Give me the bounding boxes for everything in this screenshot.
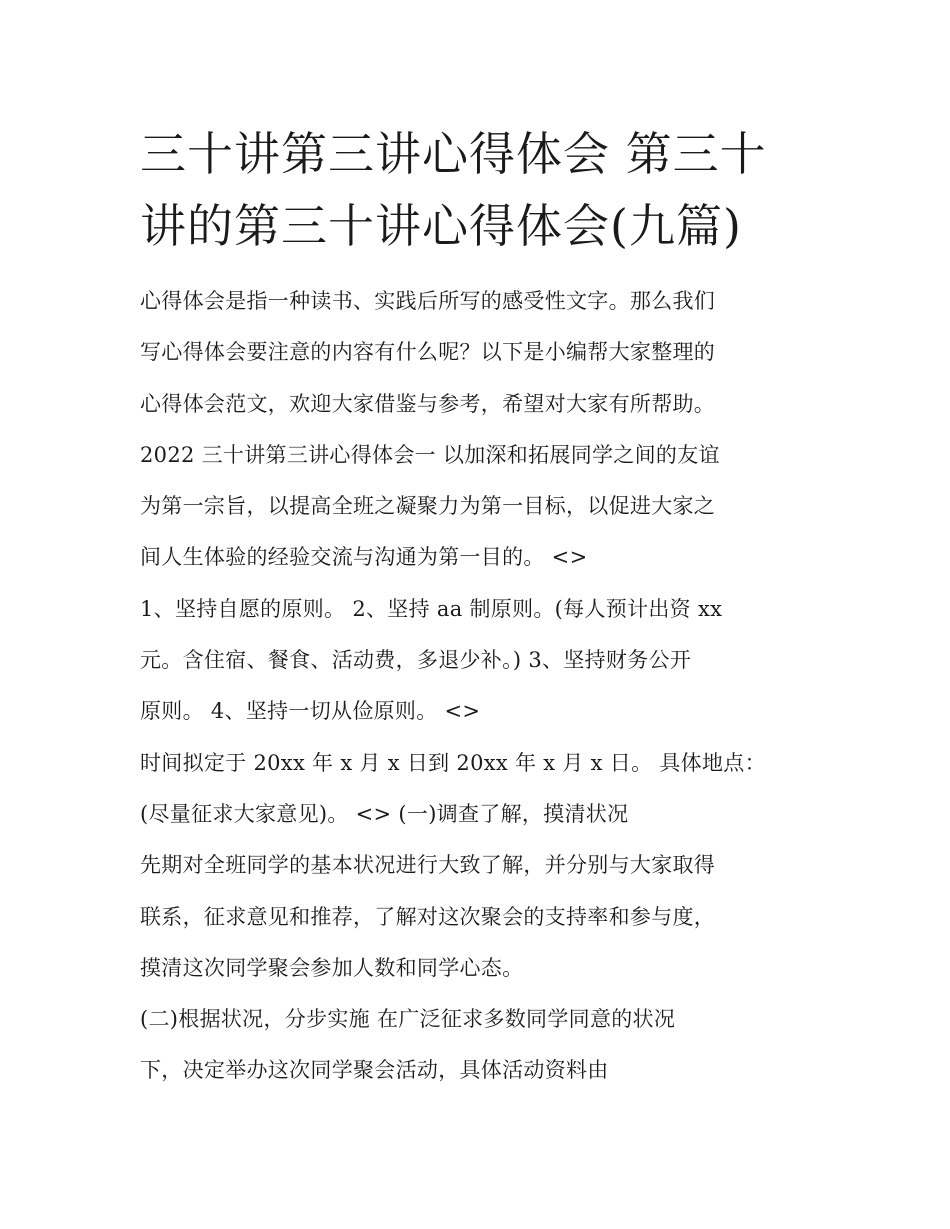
body-line: 2022 三十讲第三讲心得体会一 以加深和拓展同学之间的友谊 <box>140 442 720 467</box>
body-line: 时间拟定于 20xx 年 x 月 x 日到 20xx 年 x 月 x 日。 具体地点： <box>140 750 766 775</box>
body-line: 心得体会范文，欢迎大家借鉴与参考，希望对大家有所帮助。 <box>140 391 716 416</box>
title-line-2: 讲的第三十讲心得体会(九篇) <box>140 199 742 253</box>
body-line: 联系，征求意见和推荐，了解对这次聚会的支持率和参与度， <box>140 904 716 929</box>
body-line: 写心得体会要注意的内容有什么呢？以下是小编帮大家整理的 <box>140 340 716 365</box>
body-line: 下，决定举办这次同学聚会活动，具体活动资料由 <box>140 1058 609 1083</box>
body-line: (二)根据状况，分步实施 在广泛征求多数同学同意的状况 <box>140 1007 676 1032</box>
title-line-1: 三十讲第三讲心得体会 第三十 <box>140 127 767 181</box>
body-line: 1、坚持自愿的原则。 2、坚持 aa 制原则。(每人预计出资 xx <box>140 596 723 621</box>
body-line: 间人生体验的经验交流与沟通为第一目的。 <> <box>140 545 588 570</box>
body-line: 先期对全班同学的基本状况进行大致了解，并分别与大家取得 <box>140 853 716 878</box>
document-body <box>140 276 840 1097</box>
body-line: 摸清这次同学聚会参加人数和同学心态。 <box>140 955 524 980</box>
body-line: 原则。 4、坚持一切从俭原则。 <> <box>140 699 481 724</box>
body-line: 元。含住宿、餐食、活动费，多退少补。) 3、坚持财务公开 <box>140 648 692 673</box>
body-line: 为第一宗旨，以提高全班之凝聚力为第一目标，以促进大家之 <box>140 494 716 519</box>
body-line: (尽量征求大家意见)。 <> (一)调查了解，摸清状况 <box>140 801 629 826</box>
body-line: 心得体会是指一种读书、实践后所写的感受性文字。那么我们 <box>140 289 716 313</box>
document-title <box>140 118 840 262</box>
